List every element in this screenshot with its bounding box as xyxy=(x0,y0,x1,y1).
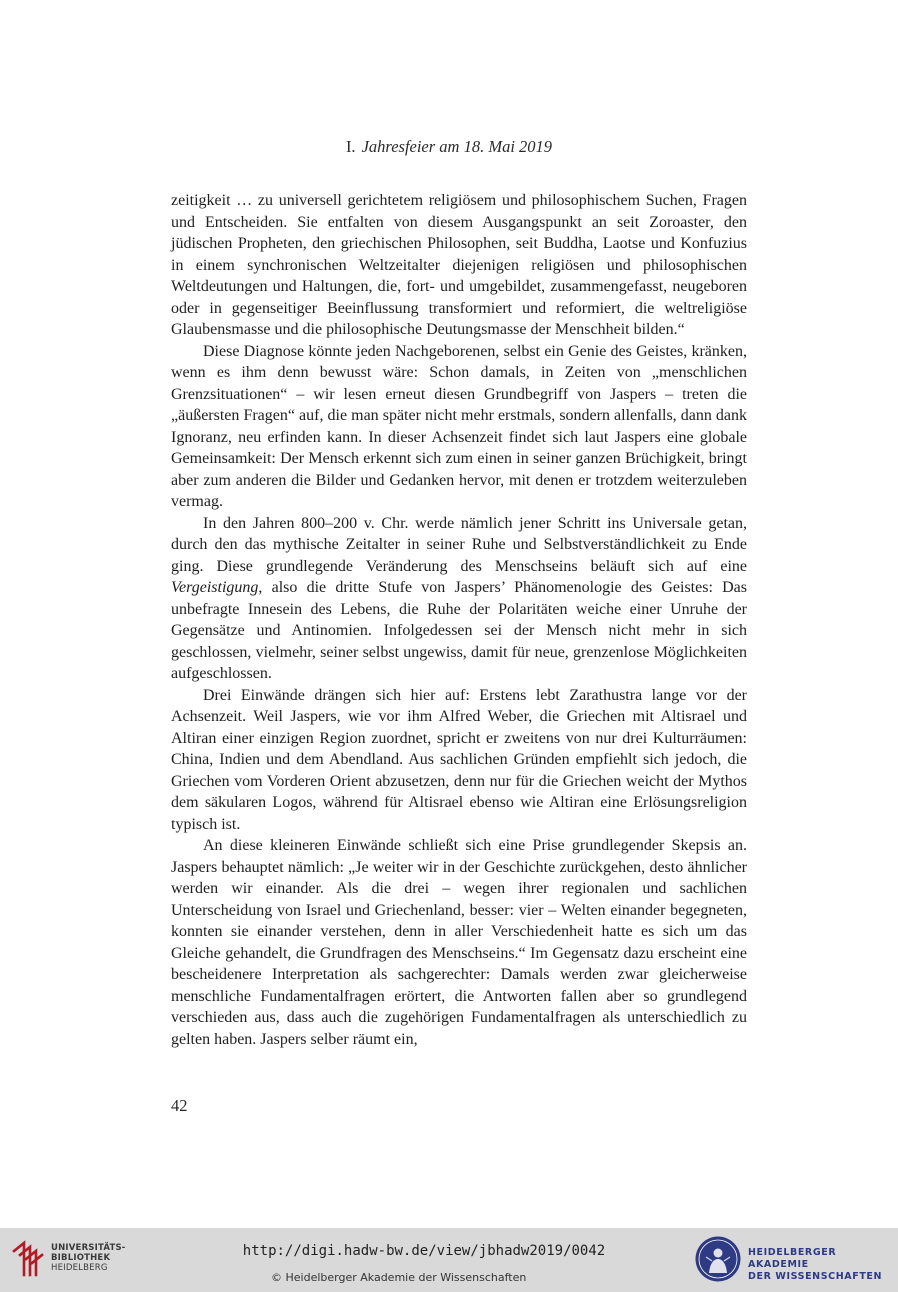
library-city: HEIDELBERG xyxy=(51,1263,108,1273)
body-text xyxy=(171,190,747,1050)
section-number: I. xyxy=(345,137,356,156)
copyright-notice: © Heidelberger Akademie der Wissenschaften xyxy=(271,1271,527,1284)
running-head xyxy=(0,137,898,157)
academy-name xyxy=(748,1247,898,1283)
academy-name-line1: HEIDELBERGER AKADEMIE xyxy=(748,1247,837,1270)
page-number: 42 xyxy=(171,1096,188,1115)
paragraph-5: An diese kleineren Einwände schließt sich eine Prise grundlegender Skepsis an. Jaspers behauptet nämlich: „Je weiter wir in der Geschichte zurückgehen, desto ähnlicher werden wir einander. Als die drei – wegen ihrer regionalen und sachlichen Unterscheidung von Israel und Griechenland, besser: vier – Welten einander begegneten, konnten sie einander verstehen, denn in aller Verschiedenheit hatte es sich um das Gleiche gehandelt, die Grundfragen des Menschseins.“ Im Gegensatz dazu erscheint eine bescheidenere Interpretation als sachgerechter: Damals werden zwar gleicherweise menschliche Fundamentalfragen erörtert, die Antworten fallen aber so grundlegend verschieden aus, dass auch die zugehörigen Fundamentalfragen als unterschiedlich zu gelten haben. Jaspers selber räumt ein, xyxy=(171,837,747,1048)
paragraph-3 xyxy=(171,513,747,685)
emphasis-vergeistigung: Vergeistigung xyxy=(171,579,259,596)
academy-name-line2: DER WISSENSCHAFTEN xyxy=(748,1271,883,1282)
permalink-url-text[interactable]: http://digi.hadw-bw.de/view/jbhadw2019/0042 xyxy=(242,1243,606,1259)
paragraph-4: Drei Einwände drängen sich hier auf: Erstens lebt Zarathustra lange vor der Achsenzeit. Weil Jaspers, wie vor ihm Alfred Weber, die Griechen mit Altisrael und Altiran einer einzigen Region zuordnet, spricht er zweitens von nur drei Kulturräumen: China, Indien und dem Abendland. Aus sachlichen Gründen empfiehlt sich jedoch, die Griechen vom Vorderen Orient abzusetzen, denn nur für die Griechen weicht der Mythos dem säkularen Logos, während für Altisrael ebenso wie Altiran eine Erlösungsreligion typisch ist. xyxy=(171,686,747,833)
footer-bar xyxy=(0,1228,898,1292)
section-title: Jahresfeier am 18. Mai 2019 xyxy=(361,137,553,156)
library-name-line1: UNIVERSITÄTS- xyxy=(51,1243,126,1253)
academy-seal-icon[interactable] xyxy=(694,1235,742,1283)
paragraph-1: zeitigkeit … zu universell gerichtetem religiösem und philosophischem Suchen, Fragen und Entscheiden. Sie entfalten von diesem Ausgangspunkt an seit Zoroaster, den jüdischen Propheten, den griechischen Philosophen, seit Buddha, Laotse und Konfuzius in einem synchronischen Weltzeitalter diejenigen religiösen und philosophischen Weltdeutungen und Haltungen, die, fort- und umgebildet, zusammengefasst, neugeboren oder in gegenseitiger Beeinflussung transformiert und reformiert, die weltreligiöse Glaubensmasse und die philosophische Deutungsmasse der Menschheit bilden.“ xyxy=(171,192,747,338)
paragraph-3-before: In den Jahren 800–200 v. Chr. werde nämlich jener Schritt ins Universale getan, durch den das mythische Zeitalter in seiner Ruhe und Selbstverständlichkeit zu Ende ging. Diese grundlegende Veränderung des Menschseins beläuft sich auf eine xyxy=(171,514,747,575)
library-name-line2: BIBLIOTHEK xyxy=(51,1253,111,1263)
paragraph-2: Diese Diagnose könnte jeden Nachgeborenen, selbst ein Genie des Geistes, kränken, wenn es ihm denn bewusst wäre: Schon damals, in Zeiten von „menschlichen Grenzsituationen“ – wir lesen erneut diesen Grundbegriff von Jaspers – treten die „äußersten Fragen“ auf, die man später nicht mehr erstmals, sondern allenfalls, dann dank Ignoranz, neu erfinden kann. In dieser Achsenzeit findet sich laut Jaspers eine globale Gemeinsamkeit: Der Mensch erkennt sich zum einen in seiner ganzen Brüchigkeit, bringt aber zum anderen die Bilder und Gedanken hervor, mit denen er trotzdem weiterzuleben vermag. xyxy=(171,342,747,510)
paragraph-3-after: , also die dritte Stufe von Jaspers’ Phänomenologie des Geistes: Das unbefragte Innesein des Lebens, die Ruhe der Polaritäten weiche einer Unruhe der Gegensätze und Antinomien. Infolgedessen sei der Mensch nicht mehr in sich geschlossen, vielmehr, seiner selbst ungewiss, damit für neue, grenzenlose Möglichkeiten aufgeschlossen. xyxy=(171,579,747,682)
